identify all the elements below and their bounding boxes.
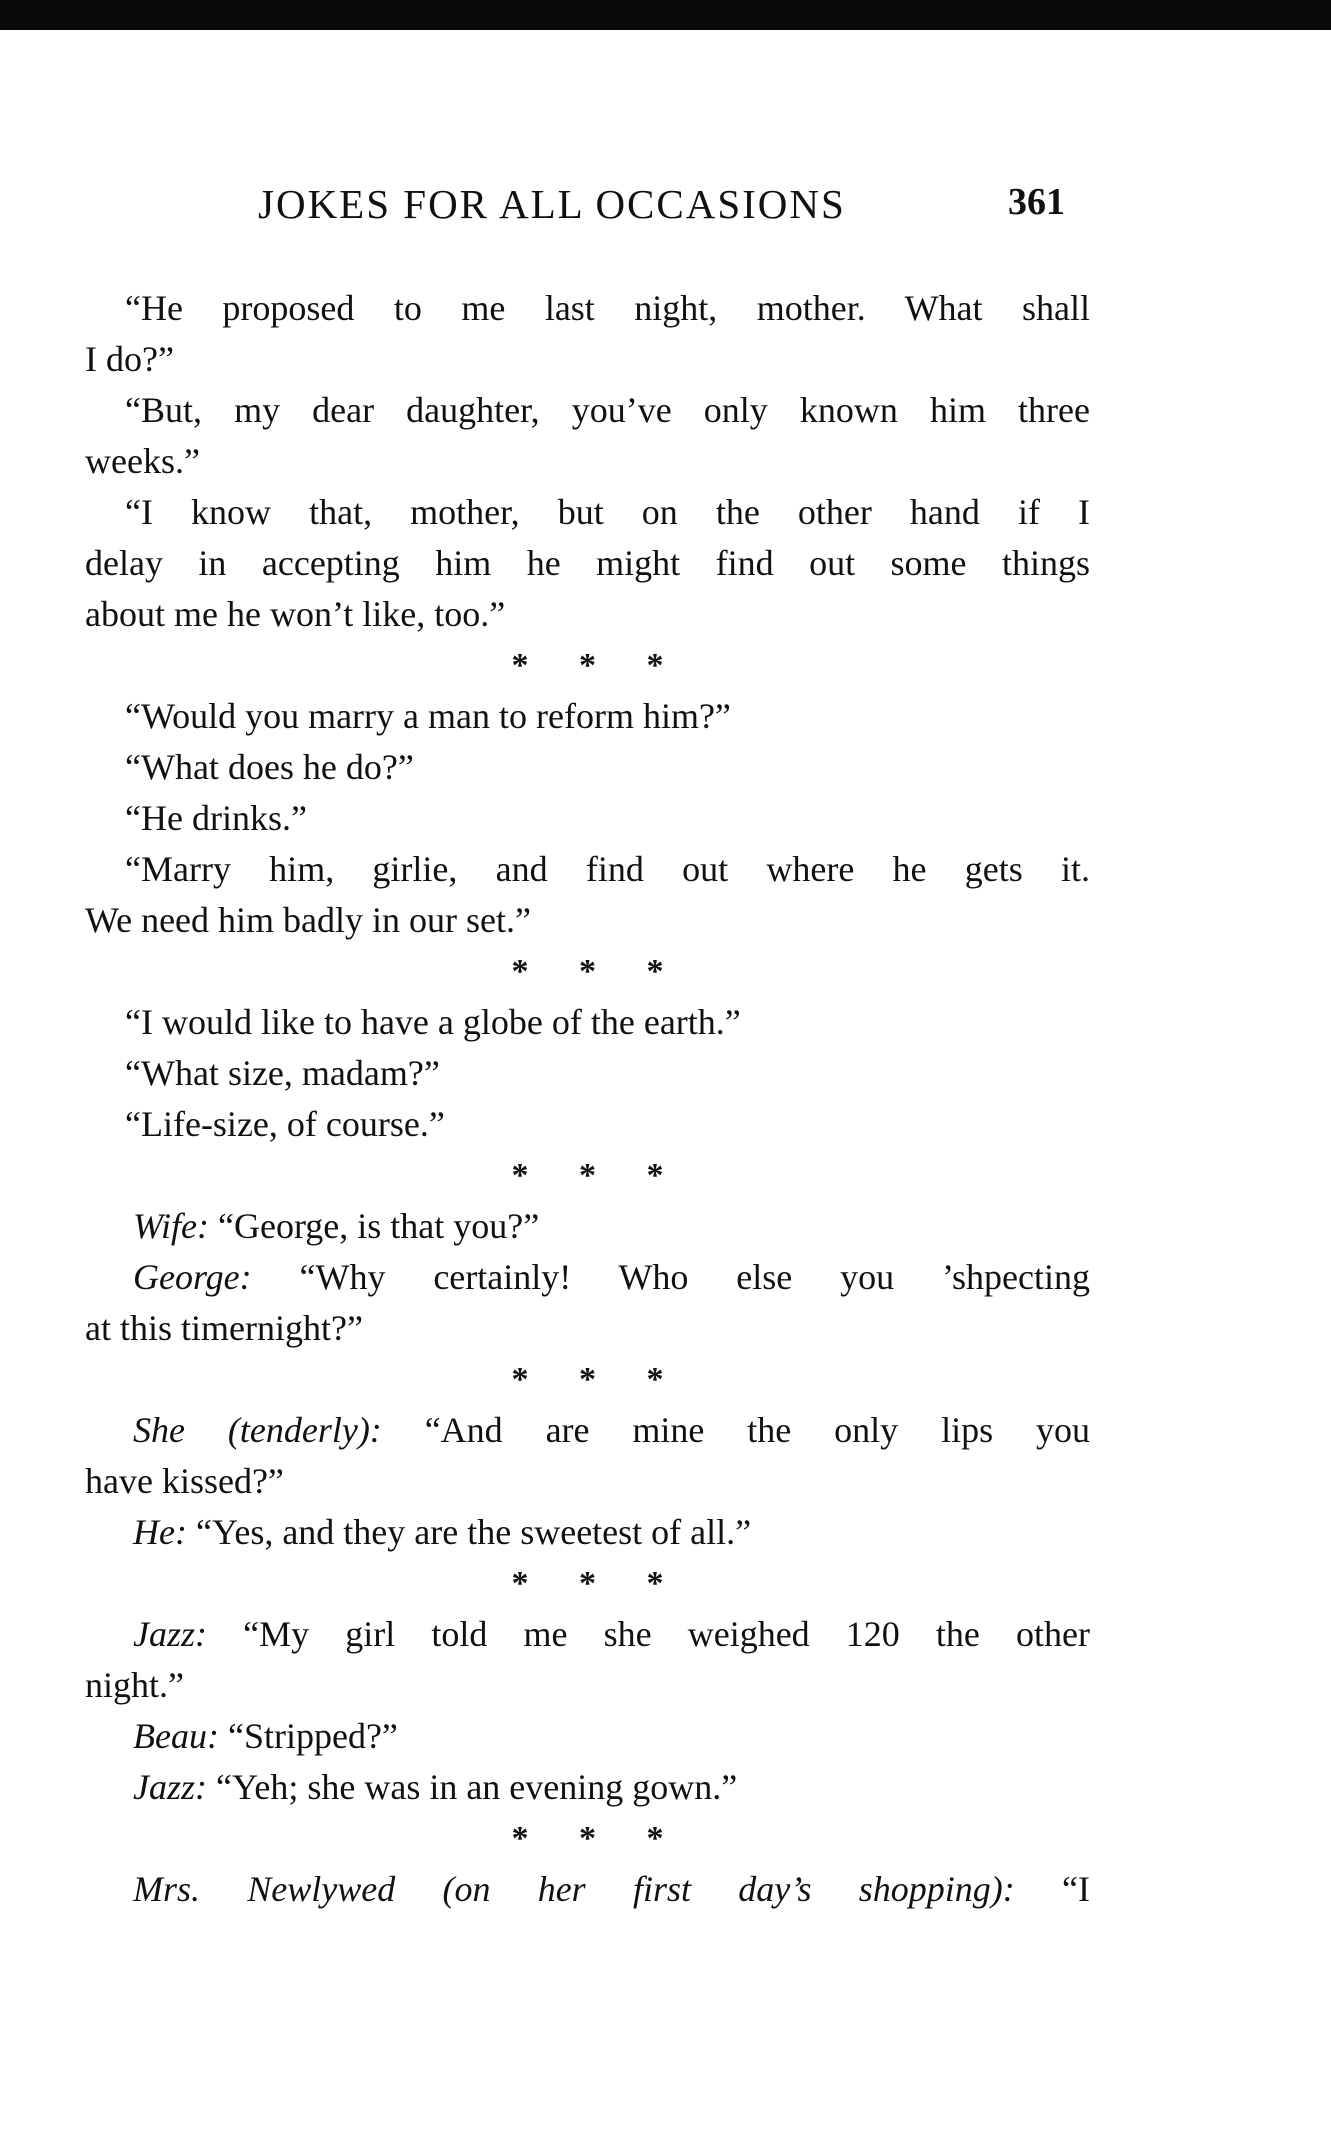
speaker-label: Wife: — [133, 1206, 209, 1246]
dialogue-text: “My girl told me she weighed 120 the other — [207, 1614, 1090, 1654]
text-line: We need him badly in our set.” — [85, 900, 531, 940]
speaker-label: Mrs. Newlywed (on her first day’s shopping): — [133, 1869, 1015, 1909]
dialogue-line — [85, 1711, 1090, 1762]
section-separator: * * * — [511, 1565, 664, 1602]
text-line: night.” — [85, 1665, 184, 1705]
dialogue-line — [85, 1864, 1090, 1915]
text-line: “But, my dear daughter, you’ve only known him three — [125, 390, 1090, 430]
section-separator: * * * — [511, 1820, 664, 1857]
dialogue-text: “And are mine the only lips you — [381, 1410, 1090, 1450]
dialogue-line — [85, 1201, 1090, 1252]
text-line: “Marry him, girlie, and find out where he gets it. — [125, 849, 1090, 889]
dialogue-line — [85, 1609, 1090, 1660]
speaker-label: Beau: — [133, 1716, 219, 1756]
text-line: delay in accepting him he might find out some things — [85, 543, 1090, 583]
text-line: “What does he do?” — [125, 747, 414, 787]
dialogue-line — [85, 1762, 1090, 1813]
text-line: “I know that, mother, but on the other hand if I — [125, 492, 1090, 532]
dialogue-line — [85, 1405, 1090, 1456]
text-line: “Life-size, of course.” — [125, 1104, 445, 1144]
text-line: have kissed?” — [85, 1461, 284, 1501]
section-separator: * * * — [511, 1361, 664, 1398]
dialogue-text: “Why certainly! Who else you ’shpecting — [251, 1257, 1090, 1297]
scan-top-border — [0, 0, 1331, 30]
running-head: JOKES FOR ALL OCCASIONS — [258, 181, 846, 227]
speaker-label: Jazz: — [133, 1767, 207, 1807]
speaker-label: She (tenderly): — [133, 1410, 382, 1450]
dialogue-text: “Yes, and they are the sweetest of all.” — [186, 1512, 752, 1552]
text-line: “He proposed to me last night, mother. What shall — [125, 288, 1090, 328]
text-line: “What size, madam?” — [125, 1053, 440, 1093]
dialogue-text: “Stripped?” — [218, 1716, 398, 1756]
text-line: at this timernight?” — [85, 1308, 363, 1348]
speaker-label: He: — [133, 1512, 187, 1552]
section-separator: * * * — [511, 647, 664, 684]
page-number: 361 — [1008, 181, 1065, 223]
text-line: about me he won’t like, too.” — [85, 594, 506, 634]
text-line: “He drinks.” — [125, 798, 307, 838]
page-header — [0, 180, 1331, 240]
section-separator: * * * — [511, 1157, 664, 1194]
speaker-label: George: — [133, 1257, 252, 1297]
text-line: weeks.” — [85, 441, 200, 481]
text-line: “Would you marry a man to reform him?” — [125, 696, 731, 736]
text-line: I do?” — [85, 339, 174, 379]
dialogue-text: “Yeh; she was in an evening gown.” — [207, 1767, 738, 1807]
section-separator: * * * — [511, 953, 664, 990]
dialogue-line — [85, 1252, 1090, 1303]
speaker-label: Jazz: — [133, 1614, 207, 1654]
dialogue-text: “George, is that you?” — [208, 1206, 540, 1246]
text-line: “I would like to have a globe of the earth.” — [125, 1002, 741, 1042]
page-body — [85, 283, 1090, 1915]
dialogue-line — [85, 1507, 1090, 1558]
dialogue-text: “I — [1014, 1869, 1090, 1909]
